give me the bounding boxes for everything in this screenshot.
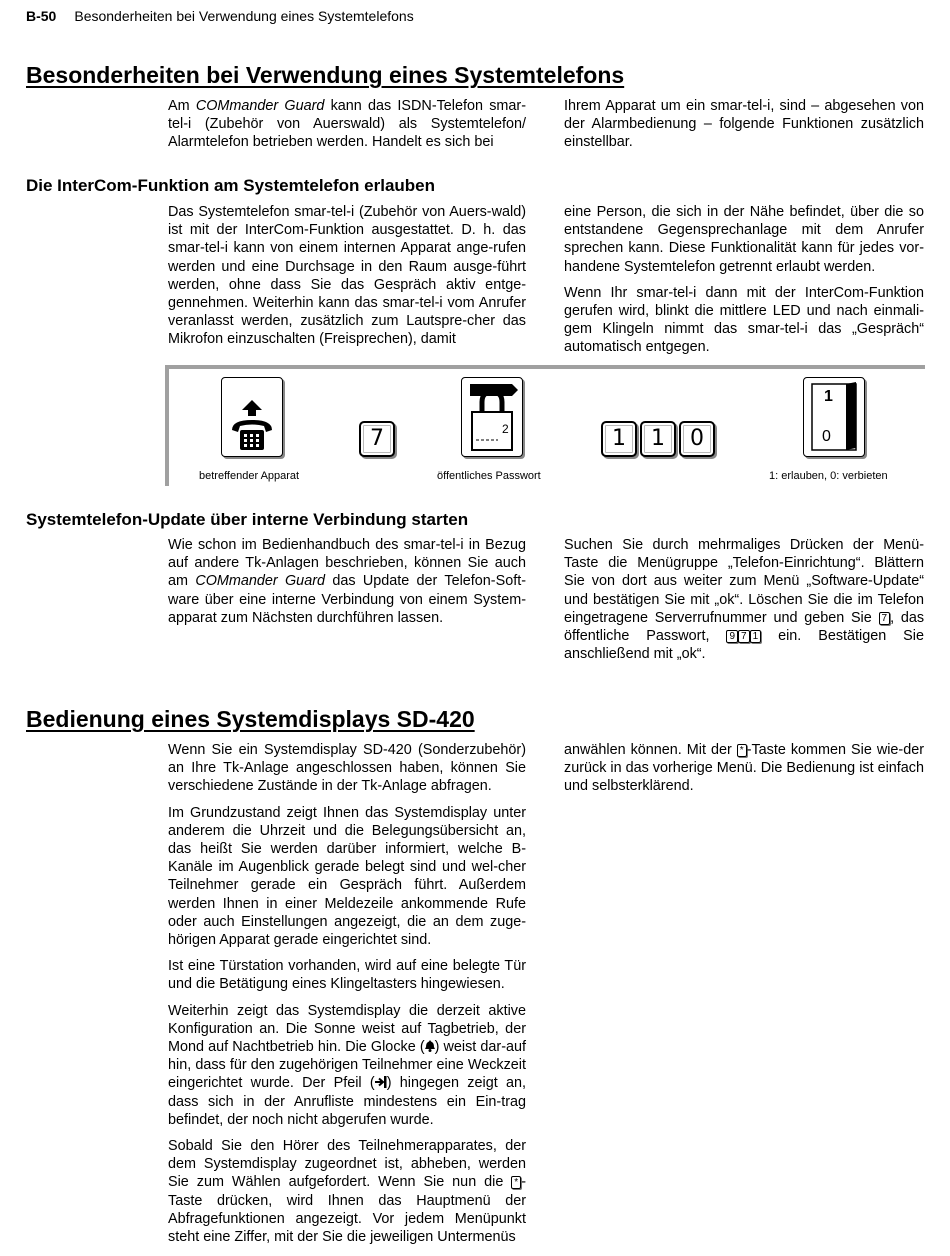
- key-9-inline: 9: [726, 630, 738, 643]
- phone-icon: [221, 377, 283, 457]
- section2-left-text: Das Systemtelefon smar-tel-i (Zubehör von Auers-wald) ist mit der InterCom-Funktion ausgestattet. D. h. das smar-tel-i kann von einem internen Apparat ange-rufen werden und eine Durchsage in den Raum ausge-führt werden, ohne dass Sie das Gespräch aktiv entge-gennehmen. Weiterhin kann das smar-tel-i vom Anrufer veranlasst werden, zusätzlich zum Lautspre-cher das Mikrofon einzuschalten (Freisprechen), damit: [168, 204, 526, 348]
- section1-right-column: [564, 97, 924, 160]
- label-phone: betreffender Apparat: [199, 470, 300, 482]
- label-password: öffentliches Passwort: [437, 470, 541, 482]
- section1-left-column: [168, 97, 526, 160]
- section4-paragraph-5: [168, 1137, 526, 1246]
- running-head-title: Besonderheiten bei Verwendung eines Systemtelefons: [74, 8, 414, 24]
- switch-off-label: 0: [822, 428, 831, 445]
- switch-icon: [803, 377, 865, 457]
- key-1-inline: 1: [750, 630, 762, 643]
- section2-right-paragraph-2: Wenn Ihr smar-tel-i dann mit der InterCom-Funktion gerufen wird, blinkt die mittlere LED und nach einmali-gem Klingeln nimmt das smar-tel-i das „Gespräch“ automatisch entgegen.: [564, 284, 924, 356]
- key-7-inline: 7: [879, 612, 891, 625]
- section1-left-text: Am COMmander Guard kann das ISDN-Telefon smar-tel-i (Zubehör von Auerswald) als Systemtelefon/ Alarmtelefon betrieben werden. Handelt es sich bei: [168, 98, 526, 151]
- section3-right-text-c: ein. Bestätigen Sie anschließend mit „ok“.: [564, 628, 924, 663]
- section3-right-text-b: , das öffentliche Passwort,: [564, 609, 925, 645]
- section4-right-text-a: anwählen können. Mit der: [564, 742, 732, 758]
- star-key-inline-2: *: [737, 744, 747, 757]
- section4-right-column: [564, 741, 924, 804]
- section3-right-text-a: Suchen Sie durch mehrmaliges Drücken der Menü-Taste die Menügruppe „Telefon-Einrichtung“. Blättern Sie von dort aus weiter zum Menü „Software-Update“ und bestätigen Sie mit „ok“. Löschen Sie die im Telefon eingetragene Serverrufnummer und geben Sie: [564, 537, 924, 626]
- star-key-inline: *: [511, 1176, 521, 1189]
- section3-right-text: [564, 536, 924, 663]
- key-1-first: 1: [601, 421, 637, 457]
- key-sequence-graphic: [165, 365, 925, 486]
- section2-right-paragraph-1: eine Person, die sich in der Nähe befindet, über die so entstandene Gegensprechanlage mit dem Anrufer sprechen kann. Diese Funktionalität kann für jedes vor-handene Systemtelefon getrennt erlaubt werden.: [564, 204, 924, 275]
- section4-paragraph-4: [168, 1002, 526, 1129]
- lock-icon: [461, 377, 523, 457]
- section4-paragraph-4-c: ) hingegen zeigt an, dass sich in der Anrufliste mindestens ein Ein-trag befindet, der noch nicht abgerufen wurde.: [168, 1075, 526, 1128]
- label-switch: 1: erlauben, 0: verbieten: [769, 470, 888, 482]
- lock-digit: 2: [502, 422, 509, 436]
- section2-left-column: [168, 203, 526, 357]
- section4-paragraph-3: Ist eine Türstation vorhanden, wird auf eine belegte Tür und die Betätigung eines Klingeltasters hingewiesen.: [168, 958, 526, 993]
- section4-paragraph-4-a: Weiterhin zeigt das Systemdisplay die derzeit aktive Konfiguration an. Die Sonne weist auf Tagbetrieb, der Mond auf Nachtbetrieb hin. Die Glocke (: [168, 1002, 526, 1056]
- section-heading-systemtelefon: Besonderheiten bei Verwendung eines Systemtelefons: [26, 62, 625, 88]
- subheading-intercom: Die InterCom-Funktion am Systemtelefon erlauben: [26, 176, 436, 195]
- subheading-update: Systemtelefon-Update über interne Verbindung starten: [26, 510, 469, 529]
- section4-right-paragraph: [564, 741, 924, 796]
- key-0: 0: [679, 421, 715, 457]
- page-number: B-50: [26, 8, 57, 24]
- section4-left-column: [168, 741, 526, 1254]
- section4-paragraph-1: Wenn Sie ein Systemdisplay SD-420 (Sonderzubehör) an Ihre Tk-Anlage angeschlossen haben, können Sie verschiedene Zustände in der Tk-Anlage abfragen.: [168, 742, 526, 795]
- section4-right-text-b: -Taste kommen Sie wie-der zurück in das vorherige Menü. Die Bedienung ist einfach und selbsterklärend.: [564, 742, 925, 795]
- key-7-inline-2: 7: [738, 630, 750, 643]
- section4-paragraph-5-b: -Taste drücken, wird Ihnen das Hauptmenü der Abfragefunktionen angezeigt. Vor jedem Menüpunkt steht eine Ziffer, mit der Sie die jeweiligen Untermenüs: [168, 1174, 526, 1246]
- arrow-icon: [375, 1076, 387, 1088]
- section-heading-sd420: Bedienung eines Systemdisplays SD-420: [26, 706, 475, 732]
- section4-paragraph-4-b: ) weist dar-auf hin, dass für den zugehörigen Teilnehmer eine Weckzeit eingerichtet wurde. Der Pfeil (: [168, 1039, 526, 1092]
- section4-paragraph-2: Im Grundzustand zeigt Ihnen das Systemdisplay unter anderem die Uhrzeit und die Belegungsübersicht an, das heißt Sie werden darüber informiert, welche B-Kanäle im Augenblick gerade belegt sind und wel-cher Teilnehmer gerade ein Gespräch führt. Außerdem werden Ihnen in einer Meldezeile ankommende Rufe oder auch Einstellungen angezeigt, die an dem zuge-hörigen Apparat gerade eingerichtet sind.: [168, 804, 526, 949]
- section3-left-text: Wie schon im Bedienhandbuch des smar-tel-i in Bezug auf andere Tk-Anlagen beschrieben, können Sie auch am COMmander Guard das Update der Telefon-Soft-ware über eine interne Verbindung von einem System-apparat zum Nächsten durchführen lassen.: [168, 537, 526, 626]
- key-7: 7: [359, 421, 395, 457]
- section3-left-column: [168, 536, 526, 635]
- section2-right-column: [564, 203, 924, 365]
- section4-paragraph-5-a: Sobald Sie den Hörer des Teilnehmerapparates, der dem Systemdisplay zugeordnet ist, abheben, werden Sie zum Wählen aufgefordert. Wenn Sie nun die: [168, 1138, 526, 1191]
- section3-right-column: [564, 536, 924, 671]
- key-1-second: 1: [640, 421, 676, 457]
- bell-icon: [425, 1040, 435, 1052]
- running-head: [26, 8, 414, 24]
- section1-right-text: Ihrem Apparat um ein smar-tel-i, sind – abgesehen von der Alarmbedienung – folgende Funktionen zusätzlich einstellbar.: [564, 98, 924, 151]
- switch-on-label: 1: [824, 388, 833, 405]
